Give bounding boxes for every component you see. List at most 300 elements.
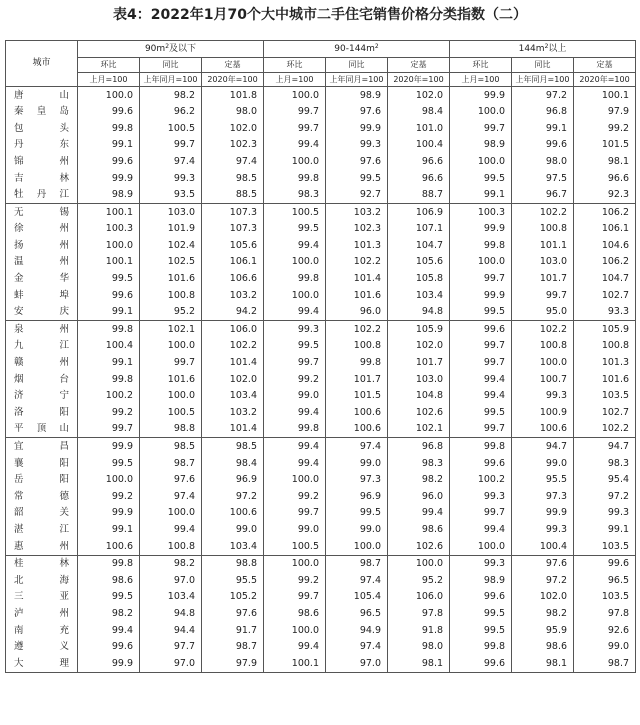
index-value: 99.9 <box>78 505 140 522</box>
index-value: 100.6 <box>202 505 264 522</box>
index-value: 100.0 <box>264 153 326 170</box>
index-value: 99.9 <box>450 87 512 104</box>
city-name: 常德 <box>6 488 78 505</box>
index-value: 99.4 <box>264 455 326 472</box>
index-value: 97.6 <box>326 104 388 121</box>
index-value: 99.7 <box>450 355 512 372</box>
index-value: 107.3 <box>202 204 264 221</box>
index-value: 99.7 <box>78 421 140 438</box>
index-value: 102.2 <box>202 338 264 355</box>
city-name: 吉林 <box>6 170 78 187</box>
index-value: 99.5 <box>78 455 140 472</box>
index-value: 101.6 <box>140 371 202 388</box>
table-row <box>6 87 636 104</box>
index-value: 100.8 <box>574 338 636 355</box>
city-name: 宜昌 <box>6 438 78 455</box>
index-value: 100.6 <box>326 404 388 421</box>
table-row <box>6 572 636 589</box>
index-value: 102.7 <box>574 287 636 304</box>
index-value: 100.4 <box>78 338 140 355</box>
index-value: 88.7 <box>388 187 450 204</box>
city-name: 烟台 <box>6 371 78 388</box>
index-value: 98.4 <box>202 455 264 472</box>
index-value: 97.7 <box>140 639 202 656</box>
index-value: 99.1 <box>450 187 512 204</box>
index-value: 99.1 <box>512 120 574 137</box>
city-name: 大理 <box>6 655 78 672</box>
index-value: 98.0 <box>388 639 450 656</box>
index-value: 96.2 <box>140 104 202 121</box>
table-row <box>6 655 636 672</box>
index-value: 99.5 <box>326 170 388 187</box>
index-value: 102.2 <box>326 254 388 271</box>
index-value: 99.8 <box>264 271 326 288</box>
index-value: 99.6 <box>78 104 140 121</box>
index-value: 99.6 <box>78 287 140 304</box>
index-value: 101.3 <box>326 237 388 254</box>
table-row <box>6 538 636 555</box>
index-value: 99.9 <box>512 505 574 522</box>
index-value: 98.9 <box>450 572 512 589</box>
index-value: 105.6 <box>202 237 264 254</box>
index-value: 100.0 <box>78 472 140 489</box>
index-value: 100.5 <box>140 404 202 421</box>
city-name: 牡丹江 <box>6 187 78 204</box>
index-value: 99.7 <box>264 104 326 121</box>
index-value: 99.9 <box>450 221 512 238</box>
index-value: 99.9 <box>450 287 512 304</box>
index-value: 95.0 <box>512 304 574 321</box>
index-value: 99.5 <box>78 589 140 606</box>
index-value: 100.5 <box>140 120 202 137</box>
city-name: 金华 <box>6 271 78 288</box>
index-value: 98.7 <box>326 555 388 572</box>
table-row <box>6 421 636 438</box>
index-value: 97.5 <box>512 170 574 187</box>
index-value: 99.7 <box>264 589 326 606</box>
index-value: 99.8 <box>264 421 326 438</box>
index-value: 99.4 <box>140 521 202 538</box>
index-value: 102.2 <box>574 421 636 438</box>
index-value: 99.7 <box>140 355 202 372</box>
index-value: 98.5 <box>202 438 264 455</box>
index-value: 101.4 <box>326 271 388 288</box>
city-name: 惠州 <box>6 538 78 555</box>
index-value: 100.0 <box>450 104 512 121</box>
index-value: 95.2 <box>388 572 450 589</box>
index-value: 105.9 <box>574 321 636 338</box>
index-value: 103.4 <box>202 388 264 405</box>
city-name: 温州 <box>6 254 78 271</box>
index-value: 98.7 <box>202 639 264 656</box>
table-row <box>6 204 636 221</box>
index-value: 99.4 <box>78 622 140 639</box>
index-value: 97.4 <box>140 153 202 170</box>
index-value: 99.4 <box>264 137 326 154</box>
index-value: 99.0 <box>326 521 388 538</box>
table-row <box>6 187 636 204</box>
index-value: 99.7 <box>450 338 512 355</box>
index-value: 99.4 <box>264 304 326 321</box>
index-value: 99.6 <box>450 655 512 672</box>
index-value: 99.7 <box>512 287 574 304</box>
city-name: 秦皇岛 <box>6 104 78 121</box>
index-value: 100.0 <box>388 555 450 572</box>
index-value: 93.3 <box>574 304 636 321</box>
city-name: 韶关 <box>6 505 78 522</box>
index-value: 103.5 <box>574 388 636 405</box>
index-value: 98.2 <box>78 605 140 622</box>
table-row <box>6 254 636 271</box>
index-value: 100.3 <box>78 221 140 238</box>
index-value: 97.6 <box>202 605 264 622</box>
index-value: 100.0 <box>326 538 388 555</box>
table-row <box>6 472 636 489</box>
index-value: 100.9 <box>512 404 574 421</box>
index-value: 99.0 <box>574 639 636 656</box>
index-value: 100.1 <box>78 204 140 221</box>
index-value: 107.3 <box>202 221 264 238</box>
index-value: 98.9 <box>78 187 140 204</box>
index-value: 104.8 <box>388 388 450 405</box>
index-value: 99.1 <box>78 137 140 154</box>
index-value: 98.2 <box>388 472 450 489</box>
index-value: 100.7 <box>512 371 574 388</box>
city-name: 包头 <box>6 120 78 137</box>
index-value: 100.5 <box>264 204 326 221</box>
table-row <box>6 104 636 121</box>
index-value: 99.1 <box>78 355 140 372</box>
index-value: 99.5 <box>264 338 326 355</box>
index-value: 102.0 <box>202 120 264 137</box>
city-name: 徐州 <box>6 221 78 238</box>
index-value: 100.0 <box>78 87 140 104</box>
index-value: 107.1 <box>388 221 450 238</box>
index-value: 102.5 <box>140 254 202 271</box>
index-value: 97.0 <box>140 572 202 589</box>
city-name: 平顶山 <box>6 421 78 438</box>
index-value: 94.8 <box>140 605 202 622</box>
index-value: 99.2 <box>264 371 326 388</box>
index-value: 100.8 <box>512 221 574 238</box>
index-value: 100.0 <box>264 622 326 639</box>
subheader-mom: 环比 <box>264 58 326 73</box>
index-value: 95.2 <box>140 304 202 321</box>
index-value: 100.0 <box>450 153 512 170</box>
index-value: 92.3 <box>574 187 636 204</box>
table-row <box>6 137 636 154</box>
index-value: 104.6 <box>574 237 636 254</box>
index-value: 99.1 <box>574 521 636 538</box>
index-value: 99.0 <box>512 455 574 472</box>
index-value: 105.4 <box>326 589 388 606</box>
index-value: 106.9 <box>388 204 450 221</box>
index-value: 98.6 <box>264 605 326 622</box>
index-value: 97.6 <box>512 555 574 572</box>
index-value: 97.0 <box>140 655 202 672</box>
index-value: 98.9 <box>450 137 512 154</box>
index-value: 99.6 <box>450 589 512 606</box>
index-value: 102.4 <box>140 237 202 254</box>
index-value: 98.1 <box>574 153 636 170</box>
index-value: 100.8 <box>140 538 202 555</box>
index-value: 99.8 <box>78 120 140 137</box>
index-value: 98.2 <box>512 605 574 622</box>
index-value: 97.2 <box>574 488 636 505</box>
index-value: 100.8 <box>512 338 574 355</box>
index-value: 96.8 <box>512 104 574 121</box>
index-value: 98.5 <box>140 438 202 455</box>
subheader-base: 定基 <box>574 58 636 73</box>
index-value: 102.1 <box>388 421 450 438</box>
index-value: 100.1 <box>78 254 140 271</box>
city-name: 三亚 <box>6 589 78 606</box>
index-value: 96.0 <box>388 488 450 505</box>
index-value: 97.6 <box>140 472 202 489</box>
table-body <box>6 87 636 673</box>
index-value: 99.4 <box>264 404 326 421</box>
index-value: 101.6 <box>140 271 202 288</box>
index-value: 99.5 <box>450 304 512 321</box>
index-value: 99.5 <box>264 221 326 238</box>
index-value: 99.6 <box>78 153 140 170</box>
index-value: 99.4 <box>450 521 512 538</box>
index-value: 106.2 <box>574 204 636 221</box>
index-value: 99.8 <box>450 237 512 254</box>
index-value: 94.8 <box>388 304 450 321</box>
index-value: 100.1 <box>574 87 636 104</box>
index-value: 99.5 <box>450 404 512 421</box>
index-value: 99.5 <box>450 622 512 639</box>
index-value: 100.2 <box>450 472 512 489</box>
index-value: 105.6 <box>388 254 450 271</box>
subheader-base: 定基 <box>202 58 264 73</box>
index-value: 99.3 <box>574 505 636 522</box>
index-value: 97.8 <box>388 605 450 622</box>
index-value: 103.5 <box>574 538 636 555</box>
base-label-2020: 2020年=100 <box>202 73 264 87</box>
index-value: 96.8 <box>388 438 450 455</box>
base-label-2020: 2020年=100 <box>574 73 636 87</box>
index-value: 98.2 <box>140 555 202 572</box>
index-value: 97.2 <box>512 87 574 104</box>
header-row-subtypes <box>6 58 636 73</box>
index-value: 104.7 <box>388 237 450 254</box>
index-value: 94.4 <box>140 622 202 639</box>
index-value: 97.9 <box>574 104 636 121</box>
index-value: 96.9 <box>326 488 388 505</box>
index-value: 105.2 <box>202 589 264 606</box>
index-value: 100.0 <box>78 237 140 254</box>
index-value: 101.3 <box>574 355 636 372</box>
index-value: 98.9 <box>326 87 388 104</box>
index-value: 97.0 <box>326 655 388 672</box>
index-value: 96.9 <box>202 472 264 489</box>
table-row <box>6 271 636 288</box>
city-name: 襄阳 <box>6 455 78 472</box>
index-value: 100.6 <box>512 421 574 438</box>
table-row <box>6 237 636 254</box>
index-value: 99.3 <box>326 137 388 154</box>
city-name: 遵义 <box>6 639 78 656</box>
index-value: 95.4 <box>574 472 636 489</box>
index-value: 101.4 <box>202 421 264 438</box>
index-value: 99.4 <box>264 438 326 455</box>
index-value: 101.4 <box>202 355 264 372</box>
index-value: 94.7 <box>574 438 636 455</box>
table-row <box>6 438 636 455</box>
city-name: 南充 <box>6 622 78 639</box>
index-value: 99.0 <box>326 455 388 472</box>
index-value: 98.7 <box>140 455 202 472</box>
subheader-yoy: 同比 <box>512 58 574 73</box>
city-name: 桂林 <box>6 555 78 572</box>
index-value: 103.5 <box>574 589 636 606</box>
index-value: 93.5 <box>140 187 202 204</box>
index-value: 106.0 <box>202 321 264 338</box>
index-value: 99.4 <box>450 371 512 388</box>
base-label-mom: 上月=100 <box>78 73 140 87</box>
index-value: 98.4 <box>388 104 450 121</box>
index-value: 105.8 <box>388 271 450 288</box>
index-value: 99.6 <box>78 639 140 656</box>
index-value: 102.0 <box>388 338 450 355</box>
table-row <box>6 153 636 170</box>
subheader-base: 定基 <box>388 58 450 73</box>
city-name: 赣州 <box>6 355 78 372</box>
index-value: 97.3 <box>326 472 388 489</box>
index-value: 106.1 <box>574 221 636 238</box>
index-value: 99.8 <box>78 555 140 572</box>
index-value: 100.4 <box>512 538 574 555</box>
city-name: 岳阳 <box>6 472 78 489</box>
index-value: 99.6 <box>512 137 574 154</box>
subheader-mom: 环比 <box>450 58 512 73</box>
index-value: 98.1 <box>388 655 450 672</box>
index-value: 97.4 <box>202 153 264 170</box>
index-value: 99.0 <box>264 388 326 405</box>
index-value: 100.1 <box>264 655 326 672</box>
index-value: 102.2 <box>326 321 388 338</box>
index-value: 101.0 <box>388 120 450 137</box>
index-value: 100.0 <box>140 505 202 522</box>
city-name: 九江 <box>6 338 78 355</box>
index-value: 103.0 <box>512 254 574 271</box>
base-label-mom: 上月=100 <box>450 73 512 87</box>
index-value: 97.2 <box>512 572 574 589</box>
subheader-yoy: 同比 <box>140 58 202 73</box>
index-value: 100.0 <box>450 538 512 555</box>
index-value: 99.4 <box>264 639 326 656</box>
city-name: 安庆 <box>6 304 78 321</box>
index-value: 99.6 <box>450 455 512 472</box>
table-row <box>6 287 636 304</box>
index-value: 99.8 <box>326 355 388 372</box>
index-value: 96.5 <box>326 605 388 622</box>
index-value: 99.2 <box>574 120 636 137</box>
index-value: 99.7 <box>264 505 326 522</box>
index-value: 99.4 <box>264 237 326 254</box>
index-value: 99.7 <box>450 421 512 438</box>
index-value: 106.1 <box>202 254 264 271</box>
index-value: 100.0 <box>264 254 326 271</box>
subheader-yoy: 同比 <box>326 58 388 73</box>
index-value: 97.9 <box>202 655 264 672</box>
index-value: 100.4 <box>388 137 450 154</box>
table-row <box>6 605 636 622</box>
city-name: 泸州 <box>6 605 78 622</box>
index-value: 106.0 <box>388 589 450 606</box>
index-value: 99.2 <box>78 488 140 505</box>
index-value: 96.7 <box>512 187 574 204</box>
index-value: 106.6 <box>202 271 264 288</box>
index-value: 99.3 <box>512 388 574 405</box>
index-value: 99.8 <box>78 371 140 388</box>
index-value: 94.7 <box>512 438 574 455</box>
table-row <box>6 589 636 606</box>
index-value: 98.6 <box>78 572 140 589</box>
index-value: 100.0 <box>140 388 202 405</box>
index-value: 98.8 <box>202 555 264 572</box>
index-value: 97.4 <box>326 639 388 656</box>
index-value: 94.9 <box>326 622 388 639</box>
index-value: 103.0 <box>388 371 450 388</box>
subheader-mom: 环比 <box>78 58 140 73</box>
index-value: 98.2 <box>140 87 202 104</box>
index-value: 96.6 <box>574 170 636 187</box>
base-label-yoy: 上年同月=100 <box>140 73 202 87</box>
index-value: 100.8 <box>140 287 202 304</box>
index-value: 99.9 <box>78 170 140 187</box>
index-value: 99.7 <box>140 137 202 154</box>
index-value: 99.2 <box>264 572 326 589</box>
index-value: 99.3 <box>264 321 326 338</box>
index-value: 99.8 <box>450 639 512 656</box>
index-value: 100.0 <box>264 287 326 304</box>
index-value: 98.3 <box>388 455 450 472</box>
index-value: 100.0 <box>512 355 574 372</box>
index-value: 102.3 <box>202 137 264 154</box>
index-value: 100.6 <box>78 538 140 555</box>
city-name: 扬州 <box>6 237 78 254</box>
index-value: 99.3 <box>450 488 512 505</box>
group-header-small: $90m^2$及以下 <box>78 41 264 58</box>
index-value: 101.1 <box>512 237 574 254</box>
index-value: 96.5 <box>574 572 636 589</box>
group-header-medium: $90-144m^2$ <box>264 41 450 58</box>
city-name: 洛阳 <box>6 404 78 421</box>
index-value: 97.2 <box>202 488 264 505</box>
index-value: 99.9 <box>78 655 140 672</box>
index-value: 96.6 <box>388 153 450 170</box>
table-row <box>6 488 636 505</box>
index-value: 105.9 <box>388 321 450 338</box>
group-header-large: $144m^2$以上 <box>450 41 636 58</box>
city-name: 唐山 <box>6 87 78 104</box>
table-row <box>6 221 636 238</box>
index-value: 99.0 <box>202 521 264 538</box>
city-name: 丹东 <box>6 137 78 154</box>
index-value: 103.2 <box>202 404 264 421</box>
index-value: 106.2 <box>574 254 636 271</box>
index-value: 99.5 <box>450 605 512 622</box>
index-value: 98.5 <box>202 170 264 187</box>
index-value: 100.0 <box>264 87 326 104</box>
table-row <box>6 404 636 421</box>
index-value: 102.3 <box>326 221 388 238</box>
table-row <box>6 170 636 187</box>
index-value: 104.7 <box>574 271 636 288</box>
